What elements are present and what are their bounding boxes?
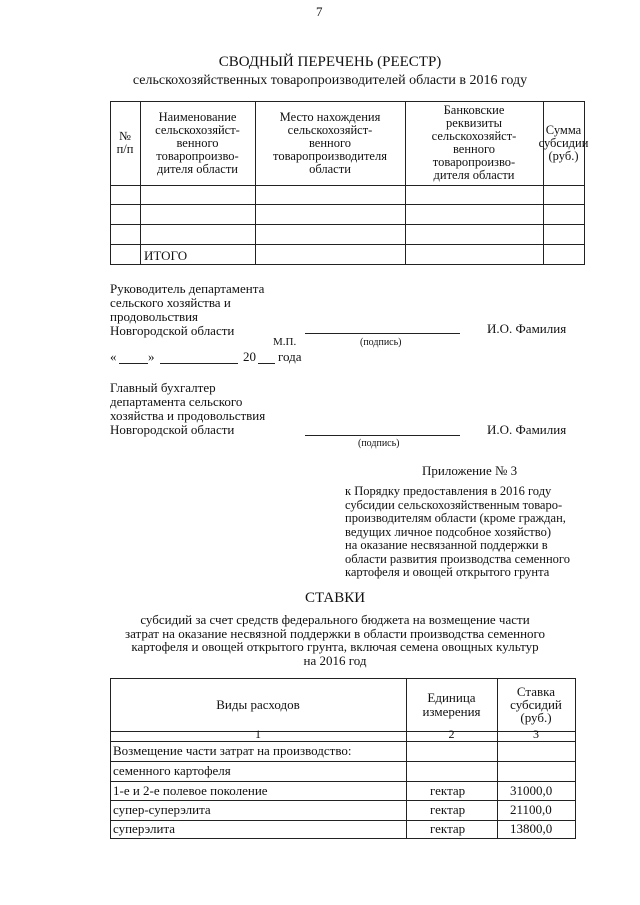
head-name: И.О. Фамилия bbox=[487, 321, 567, 336]
rates-row-kind: семенного картофеля bbox=[113, 763, 231, 778]
col-number-2: 2 bbox=[448, 726, 455, 741]
appendix-label: Приложение № 3 bbox=[422, 463, 518, 478]
rates-row-kind: суперэлита bbox=[113, 821, 176, 836]
col-number-3: 3 bbox=[533, 726, 539, 741]
header-name: Наименование сельскохозяйст- венного товаропроизво- дителя области bbox=[155, 109, 240, 176]
rates-row-unit: гектар bbox=[430, 821, 466, 836]
rates-header-kind: Виды расходов bbox=[216, 697, 300, 712]
rates-row-unit: гектар bbox=[430, 802, 466, 817]
head-signature-caption: (подпись) bbox=[360, 337, 402, 348]
header-sum: Сумма субсидии (руб.) bbox=[538, 122, 589, 163]
rates-row-rate: 13800,0 bbox=[510, 821, 553, 836]
head-signature-line bbox=[305, 333, 460, 334]
registry-subtitle: сельскохозяйственных товаропроизводителей области в 2016 году bbox=[132, 73, 528, 88]
head-position: Руководитель департамента сельского хозяйства и продовольствия Новгородской области bbox=[110, 281, 265, 338]
registry-title: СВОДНЫЙ ПЕРЕЧЕНЬ (РЕЕСТР) bbox=[218, 54, 442, 70]
header-bank: Банковские реквизиты сельскохозяйст- венного товаропроизво- дителя области bbox=[431, 103, 517, 182]
rates-header-rate: Ставка субсидий (руб.) bbox=[510, 684, 562, 725]
header-location: Место нахождения сельскохозяйст- венного товаропроизводителя области bbox=[273, 109, 387, 176]
accountant-signature-line bbox=[305, 435, 460, 436]
rates-row-rate: 31000,0 bbox=[510, 783, 553, 798]
col-number-1: 1 bbox=[255, 726, 261, 741]
accountant-position: Главный бухгалтер департамента сельского хозяйства и продовольствия Новгородской области bbox=[110, 380, 266, 437]
rates-row-unit: гектар bbox=[430, 783, 466, 798]
rates-row-kind: Возмещение части затрат на производство: bbox=[113, 743, 352, 758]
rates-row-kind: супер-суперэлита bbox=[113, 802, 211, 817]
page-number: 7 bbox=[316, 4, 323, 19]
rates-header-unit: Единица измерения bbox=[422, 689, 481, 719]
rates-row-rate: 21100,0 bbox=[510, 802, 552, 817]
header-num: № п/п bbox=[116, 129, 134, 156]
total-label: ИТОГО bbox=[144, 248, 188, 263]
appendix-text: к Порядку предоставления в 2016 году субсидии сельскохозяйственным товаро- производителям области (кроме граждан, ведущих личное подсобное хозяйство) на оказание несвязанной поддержки в области развития производства семенного картофеля и овощей открытого грунта bbox=[345, 484, 570, 579]
rates-row-kind: 1-е и 2-е полевое поколение bbox=[113, 783, 268, 798]
accountant-name: И.О. Фамилия bbox=[487, 422, 567, 437]
stamp-label: М.П. bbox=[273, 336, 297, 348]
rates-subtitle: субсидий за счет средств федерального бюджета на возмещение части затрат на оказание несвязной поддержки в области производства семенного картофеля и овощей открытого грунта, включая семена овощных культур на 2016 год bbox=[124, 612, 546, 668]
rates-title: СТАВКИ bbox=[304, 590, 366, 606]
accountant-signature-caption: (подпись) bbox=[358, 438, 400, 449]
